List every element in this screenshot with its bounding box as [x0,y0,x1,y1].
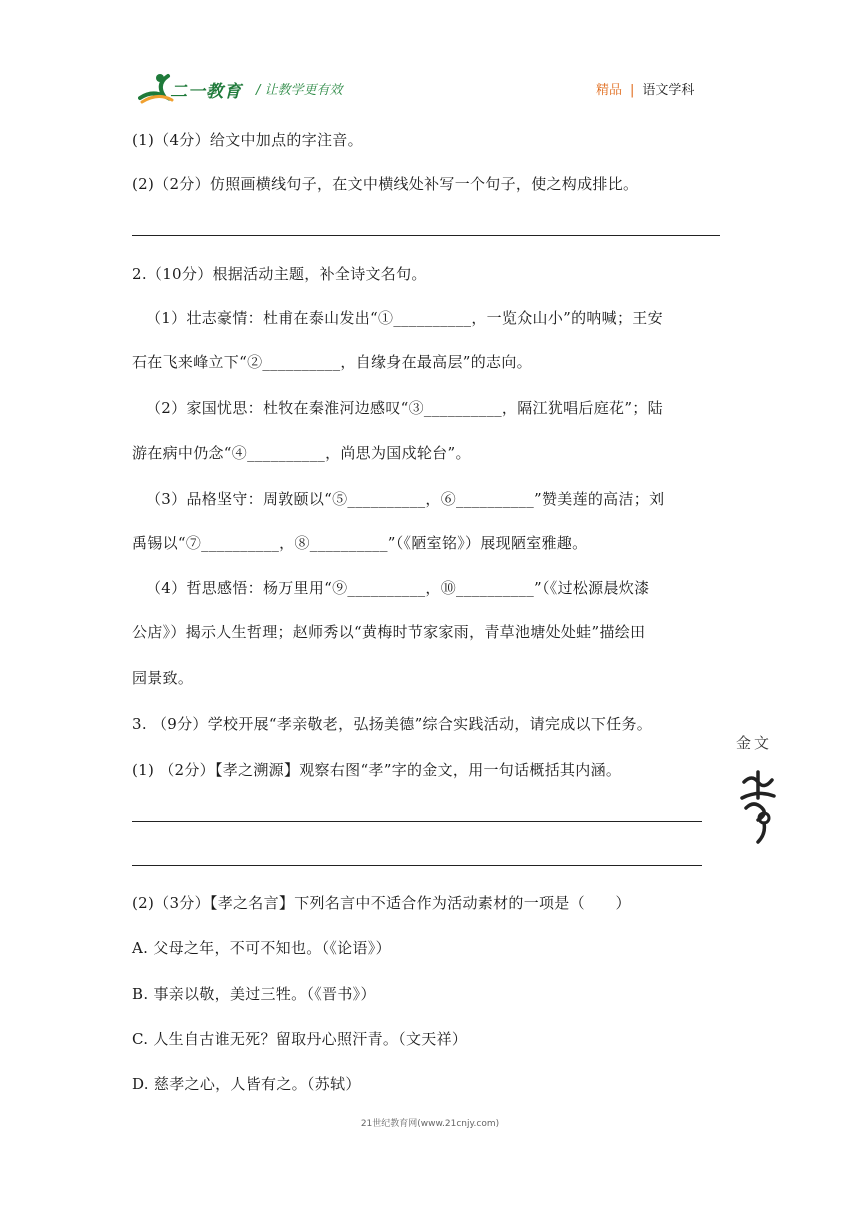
answer-line [132,821,702,822]
header-separator: | [630,83,635,98]
logo-text: 二一教育 [170,82,242,102]
bronze-script-label: 金文 [736,734,773,752]
question-2-line: 石在飞来峰立下“②__________，自缘身在最高层”的志向。 [132,353,532,371]
answer-line [132,235,720,236]
option-a: A. 父母之年，不可不知也。（《论语》） [132,939,391,957]
question-1-2: (2)（2分）仿照画横线句子，在文中横线处补写一个句子，使之构成排比。 [132,175,639,193]
question-2-line: （1）壮志豪情：杜甫在泰山发出“①__________，一览众山小”的呐喊；王安 [146,309,663,327]
question-2-title: 2.（10分）根据活动主题，补全诗文名句。 [132,265,427,283]
question-2-line: 公店》）揭示人生哲理；赵师秀以“黄梅时节家家雨，青草池塘处处蛙”描绘田 [132,623,646,641]
header-brand [596,79,694,98]
question-2-line: （2）家国忧思：杜牧在秦淮河边感叹“③__________，隔江犹唱后庭花”；陆 [146,399,663,417]
question-1-1: (1)（4分）给文中加点的字注音。 [132,131,363,149]
header-slogan: / 让教学更有效 [256,83,343,98]
answer-line [132,865,702,866]
question-2-line: （4）哲思感悟：杨万里用“⑨__________，⑩__________”（《过松源晨炊漆 [146,579,650,597]
question-3-title: 3. （9分）学校开展“孝亲敬老，弘扬美德”综合实践活动，请完成以下任务。 [132,715,653,733]
page-header [0,0,860,110]
question-2-line: （3）品格坚守：周敦颐以“⑤__________，⑥__________”赞美莲的高洁；刘 [146,490,665,508]
subject-label: 语文学科 [642,83,695,98]
option-d: D. 慈孝之心，人皆有之。（苏轼） [132,1075,361,1093]
question-2-line: 游在病中仍念“④__________，尚思为国戍轮台”。 [132,444,471,462]
option-b: B. 事亲以敬，美过三牲。（《晋书》） [132,985,376,1003]
question-3-2: (2)（3分）【孝之名言】下列名言中不适合作为活动素材的一项是（ ） [132,894,631,912]
question-2-line: 园景致。 [132,669,194,687]
quality-label: 精品 [596,83,623,98]
bronze-xiao-character-icon [738,768,778,848]
question-3-1: (1) （2分）【孝之溯源】观察右图“孝”字的金文，用一句话概括其内涵。 [132,761,622,779]
page-footer: 21世纪教育网(www.21cnjy.com) [360,1119,500,1129]
question-2-line: 禹锡以“⑦__________，⑧__________”（《陋室铭》）展现陋室雅趣。 [132,534,588,552]
option-c: C. 人生自古谁无死？留取丹心照汗青。（文天祥） [132,1030,468,1048]
